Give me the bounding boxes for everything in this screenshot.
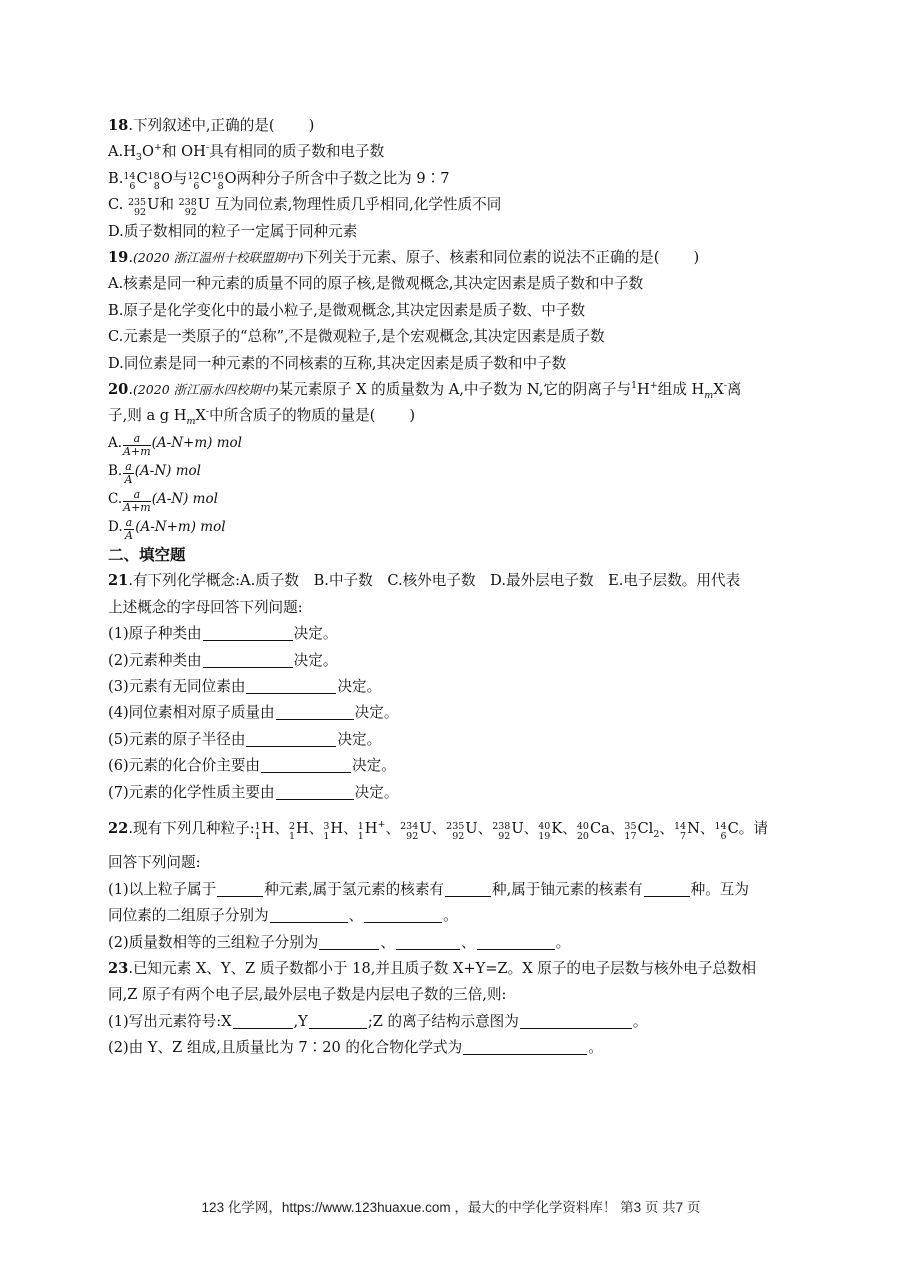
q21-item-1-text: (1)原子种类由: [108, 625, 202, 643]
q21-item-2: [108, 648, 798, 674]
q20-option-b-fraction: [123, 461, 134, 486]
q21-stem-line2: 上述概念的字母回答下列问题:: [108, 598, 303, 616]
q22-part-2-b: 、: [380, 933, 396, 951]
q23-stem-line2: 同,Z 原子有两个电子层,最外层电子数是内层电子数的三倍,则:: [108, 986, 507, 1004]
q21-item-6-post: 决定。: [352, 757, 396, 775]
q18-option-c-label: C.: [108, 196, 124, 214]
q21-item-5-blank[interactable]: [246, 730, 336, 747]
q23-part-1-blank2[interactable]: [309, 1012, 367, 1029]
q18-option-b-end: 两种分子所含中子数之比为 9∶7: [236, 169, 450, 187]
q18-option-c-mid: 和: [159, 196, 174, 214]
q18-close-paren: ): [308, 117, 315, 134]
q20-stem-line2: 子,则 a g $H_mX^-$中所含质子的物质的量是( ): [108, 406, 416, 428]
q20-close-paren: ): [409, 407, 416, 425]
q20-option-b: [108, 458, 798, 486]
q23-number: 23: [108, 959, 129, 977]
q21-stem: [108, 568, 798, 594]
q20-stem-part5: 离: [726, 381, 742, 399]
q20-option-a-den: A+m: [123, 444, 151, 458]
q23-part-1-blank1[interactable]: [233, 1012, 293, 1029]
q22-part-2-blank1[interactable]: [319, 933, 379, 950]
q20-option-d-fraction: [124, 517, 135, 542]
q18-option-c: C. 235 92 U和 238 92 U 互为同位素,物理性质几乎相同,化学性质不同: [108, 196, 502, 219]
q18-option-a-text1: 和 OH: [161, 143, 206, 161]
q23-part-2: [108, 1035, 798, 1061]
q22-part-1-e: 同位素的二组原子分别为: [108, 907, 269, 925]
q23-part-1-b: ,Y: [293, 1012, 308, 1030]
q22-stem-line2: 回答下列问题:: [108, 854, 201, 872]
q21-item-4-text: (4)同位素相对原子质量由: [108, 704, 275, 722]
q20-stem-line2-c: 中所含质子的物质的量是(: [209, 407, 376, 425]
q23-part-2-a: (2)由 Y、Z 组成,且质量比为 7∶20 的化合物化学式为: [108, 1039, 463, 1057]
q21-item-6-blank[interactable]: [261, 756, 351, 773]
q22-part-2-blank2[interactable]: [396, 933, 460, 950]
q22-part-1-d: 种。互为: [690, 880, 749, 898]
q21-item-4: [108, 700, 798, 726]
q23-part-1: [108, 1009, 798, 1035]
q21-item-3-text: (3)元素有无同位素由: [108, 677, 246, 695]
q23-part-1-blank3[interactable]: [520, 1012, 632, 1029]
q20-stem-part3: 组成 H: [657, 381, 705, 399]
q23-part-2-b: 。: [588, 1039, 603, 1057]
q21-item-2-blank[interactable]: [203, 651, 293, 668]
q20-option-c-fraction: [123, 489, 151, 514]
q20-option-b-num: a: [125, 459, 132, 473]
q23-part-2-blank[interactable]: [463, 1038, 587, 1055]
q23-stem: [108, 956, 798, 982]
q20-stem-part2: H: [637, 381, 650, 399]
q20-option-a-rest: (A-N+m) mol: [151, 434, 242, 451]
q21-item-5-post: 决定。: [337, 730, 382, 748]
q19-number: 19: [108, 249, 129, 267]
q20-option-d-label: D.: [108, 518, 123, 535]
q21-item-5: [108, 727, 798, 753]
q22-part-1-f: 、: [348, 907, 364, 925]
q20-stem-part1: 某元素原子 X 的质量数为 A,中子数为 N,它的阴离子与: [278, 381, 631, 399]
q18-stem: [108, 113, 798, 139]
q20-option-a-num: a: [123, 433, 151, 446]
section-heading-fill-in: 二、填空题: [108, 544, 186, 564]
q22-part-1-blank4[interactable]: [270, 906, 348, 923]
q22-part-2-c: 、: [461, 933, 476, 951]
q19-option-b: B.原子是化学变化中的最小粒子,是微观概念,其决定因素是质子数、中子数: [108, 301, 586, 319]
q18-option-b-label: B.: [108, 169, 124, 187]
q19-close-paren: ): [693, 249, 700, 267]
q21-item-7-text: (7)元素的化学性质主要由: [108, 783, 275, 801]
q21-item-5-text: (5)元素的原子半径由: [108, 730, 246, 748]
q21-item-1-blank[interactable]: [203, 624, 293, 641]
q20-option-c-den: A+m: [123, 500, 151, 514]
q22-part-1-b: 种元素,属于氢元素的核素有: [264, 880, 445, 898]
q18-stem-text: .下列叙述中,正确的是(: [128, 117, 275, 134]
q22-part-2-blank3[interactable]: [477, 933, 555, 950]
q22-part-1-g: 。: [443, 907, 458, 925]
q19-option-a: A.核素是同一种元素的质量不同的原子核,是微观概念,其决定因素是质子数和中子数: [108, 275, 644, 293]
q22-part-1-a: (1)以上粒子属于: [108, 880, 217, 898]
q20-number: 20: [108, 381, 129, 399]
q22-part-2: [108, 930, 798, 956]
q21-item-7-post: 决定。: [354, 783, 399, 801]
q21-item-1: [108, 621, 798, 647]
q21-item-4-blank[interactable]: [276, 703, 354, 720]
q18-option-b-mid: 与: [172, 169, 188, 187]
q18-option-a-text2: 具有相同的质子数和电子数: [209, 143, 385, 161]
q20-stem-line2-b: X: [195, 407, 206, 425]
q18-option-d: D.质子数相同的粒子一定属于同种元素: [108, 222, 358, 240]
q20-option-c-rest: (A-N) mol: [151, 490, 218, 507]
q20-option-a: [108, 430, 798, 458]
q22-part-1-c: 种,属于铀元素的核素有: [492, 880, 643, 898]
q22-number: 22: [108, 819, 129, 837]
q23-part-1-c: ;Z 的离子结构示意图为: [367, 1012, 519, 1030]
q22-part-1-blank2[interactable]: [445, 880, 491, 897]
q21-number: 21: [108, 572, 129, 590]
q22-stem-text: .现有下列几种粒子:: [128, 819, 255, 837]
q21-item-3-blank[interactable]: [246, 677, 336, 694]
page-footer: 123 化学网，https://www.123huaxue.com ，最大的中学化学资料库！ 第3 页 共7 页: [201, 1200, 701, 1215]
q22-part-2-d: 。: [555, 933, 571, 951]
q20-option-b-label: B.: [108, 462, 123, 479]
q20-option-a-fraction: [123, 433, 151, 458]
q19-option-d: D.同位素是同一种元素的不同核素的互称,其决定因素是质子数和中子数: [108, 354, 567, 372]
q20-option-d-den: A: [124, 528, 133, 542]
q22-part-1-blank1[interactable]: [217, 880, 263, 897]
q23-stem-line1: .已知元素 X、Y、Z 质子数都小于 18,并且质子数 X+Y=Z。X 原子的电子层数与核外电子总数相: [128, 959, 757, 977]
q22-part-1-line2: [108, 903, 798, 929]
q20-option-d-num: a: [125, 515, 133, 529]
q18-option-b: B. 14 6 C 18 8 O与 12 6 C 16 8 O两种分子所含中子数之比为 9∶7: [108, 169, 450, 192]
q19-option-c: C.元素是一类原子的“总称”,不是微观粒子,是个宏观概念,其决定因素是质子数: [108, 328, 605, 346]
q18-option-a-label: A.: [108, 143, 124, 161]
q19-stem: 19.(2020 浙江温州十校联盟期中)下列关于元素、原子、核素和同位素的说法不正确的是( ): [108, 249, 700, 267]
q20-option-b-den: A: [124, 472, 133, 486]
document-content: [108, 113, 798, 1062]
q21-item-1-post: 决定。: [293, 625, 338, 643]
q22-part-1-blank5[interactable]: [364, 906, 442, 923]
q23-part-1-d: 。: [632, 1012, 648, 1030]
q20-option-d-rest: (A-N+m) mol: [135, 518, 226, 535]
q22-part-2-a: (2)质量数相等的三组粒子分别为: [108, 933, 319, 951]
q19-stem-text: 下列关于元素、原子、核素和同位素的说法不正确的是(: [303, 249, 660, 267]
q22-stem: 22.现有下列几种粒子: 1 1 H、 2 1 H、 3 1 H、 1 1 H+、 234 92 U、 235 92 U、 238 92 U、 40 19 K、 40 20 Ca、 35 17 $Cl_2$、 14 7 N、 14 6 C。请: [108, 819, 768, 842]
q21-item-6: [108, 753, 798, 779]
q21-item-6-text: (6)元素的化合价主要由: [108, 757, 261, 775]
q21-item-7: [108, 780, 798, 806]
q21-item-2-post: 决定。: [293, 651, 338, 669]
q19-source: (2020 浙江温州十校联盟期中): [132, 250, 304, 266]
q22-stem-tail: 。请: [738, 819, 768, 837]
q20-stem-part4: X: [713, 381, 724, 399]
q21-item-2-text: (2)元素种类由: [108, 651, 202, 669]
q20-option-d: [108, 514, 798, 542]
q21-item-4-post: 决定。: [354, 704, 399, 722]
q21-item-7-blank[interactable]: [276, 783, 354, 800]
q20-stem: 20.(2020 浙江丽水四校期中)某元素原子 X 的质量数为 A,中子数为 N,它的阴离子与$^1$H+组成 $H_mX^-$离: [108, 380, 742, 401]
q20-option-c: [108, 486, 798, 514]
q20-option-c-num: a: [123, 489, 151, 502]
q22-part-1: [108, 877, 798, 903]
q22-part-1-blank3[interactable]: [644, 880, 690, 897]
q21-item-3-post: 决定。: [337, 677, 382, 695]
q18-option-a: $A.H_3O^+$和 OH-具有相同的质子数和电子数: [108, 142, 385, 164]
q20-option-b-rest: (A-N) mol: [134, 462, 201, 479]
q21-item-3: [108, 674, 798, 700]
q20-source: (2020 浙江丽水四校期中): [132, 382, 279, 398]
q18-option-c-end: 互为同位素,物理性质几乎相同,化学性质不同: [214, 196, 502, 214]
q20-stem-line2-a: 子,则 a g H: [108, 407, 187, 425]
q23-part-1-a: (1)写出元素符号:X: [108, 1012, 232, 1030]
q21-stem-line1: .有下列化学概念:A.质子数 B.中子数 C.核外电子数 D.最外层电子数 E.电子层数。用代表: [128, 572, 741, 590]
q20-option-c-label: C.: [108, 490, 123, 507]
q20-option-a-label: A.: [108, 434, 123, 451]
q18-number: 18: [108, 117, 129, 134]
